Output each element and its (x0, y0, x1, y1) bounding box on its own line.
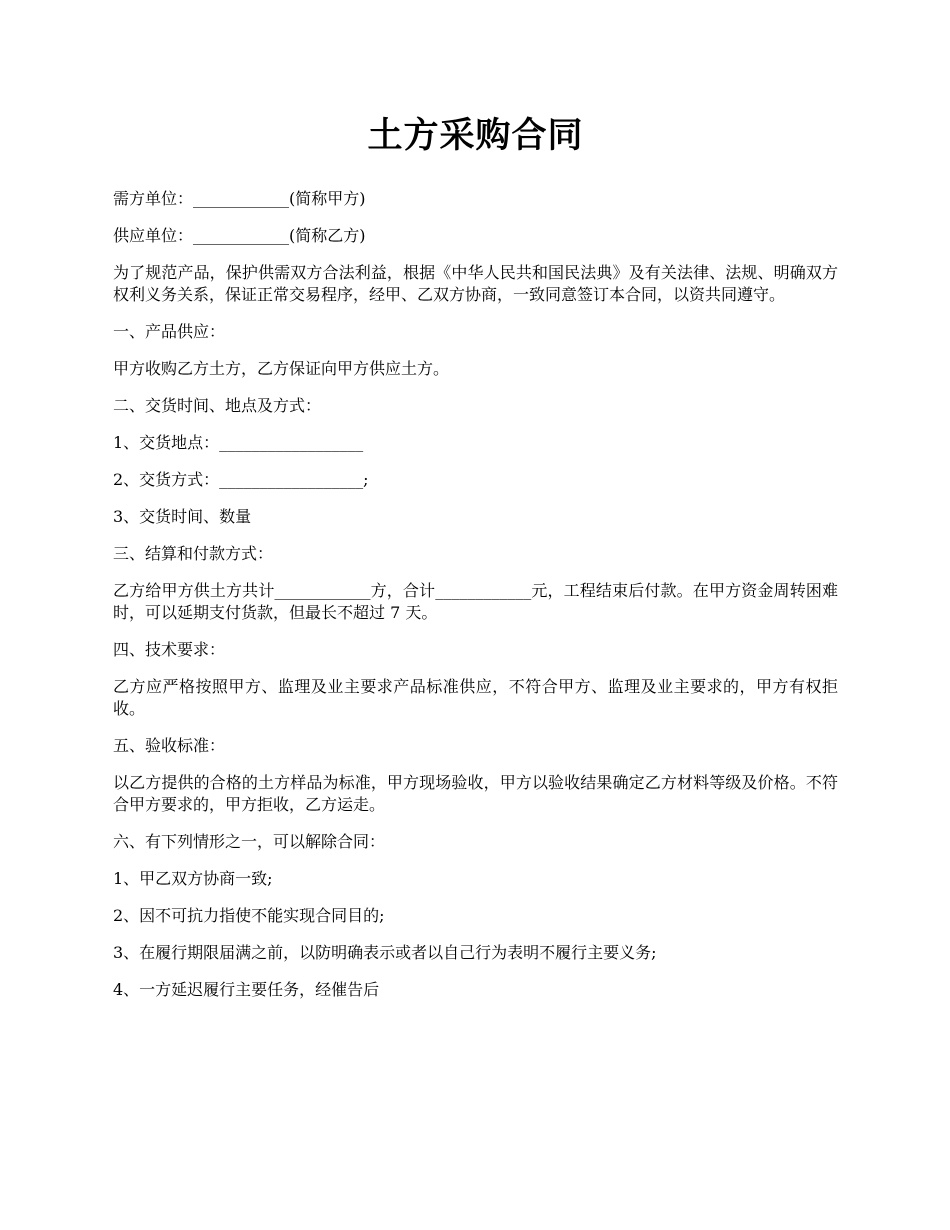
termination-item-3: 3、在履行期限届满之前，以防明确表示或者以自己行为表明不履行主要义务; (113, 943, 657, 962)
section-3-heading: 三、结算和付款方式： (113, 544, 274, 563)
delivery-location-line: 1、交货地点：__________________ (113, 433, 364, 452)
preamble-paragraph: 为了规范产品，保护供需双方合法利益，根据《中华人民共和国民法典》及有关法律、法规、明确双方权利义务关系，保证正常交易程序，经甲、乙双方协商，一致同意签订本合同，以资共同遵守。 (113, 263, 838, 304)
termination-item-2: 2、因不可抗力指使不能实现合同目的; (113, 906, 385, 925)
document-title: 土方采购合同 (367, 115, 584, 156)
termination-item-4: 4、一方延迟履行主要任务，经催告后 (113, 980, 380, 999)
section-4-heading: 四、技术要求： (113, 640, 226, 659)
section-6-heading: 六、有下列情形之一，可以解除合同： (113, 832, 386, 851)
section-3-body: 乙方给甲方供土方共计____________方，合计____________元，工程结束后付款。在甲方资金周转困难时，可以延期支付货款，但最长不超过 7 天。 (113, 581, 838, 622)
delivery-time-quantity-line: 3、交货时间、数量 (113, 507, 252, 526)
section-2-heading: 二、交货时间、地点及方式： (113, 396, 322, 415)
section-4-body: 乙方应严格按照甲方、监理及业主要求产品标准供应，不符合甲方、监理及业主要求的，甲方有权拒收。 (113, 677, 838, 718)
buyer-unit-line: 需方单位：____________(简称甲方) (113, 189, 366, 208)
delivery-method-line: 2、交货方式：__________________; (113, 470, 369, 489)
supplier-unit-line: 供应单位：____________(简称乙方) (113, 226, 366, 245)
section-5-body: 以乙方提供的合格的土方样品为标准，甲方现场验收，甲方以验收结果确定乙方材料等级及价格。不符合甲方要求的，甲方拒收，乙方运走。 (113, 773, 838, 814)
section-1-body: 甲方收购乙方土方，乙方保证向甲方供应土方。 (113, 359, 450, 378)
termination-item-1: 1、甲乙双方协商一致; (113, 869, 273, 888)
section-1-heading: 一、产品供应： (113, 322, 226, 341)
section-5-heading: 五、验收标准： (113, 736, 226, 755)
